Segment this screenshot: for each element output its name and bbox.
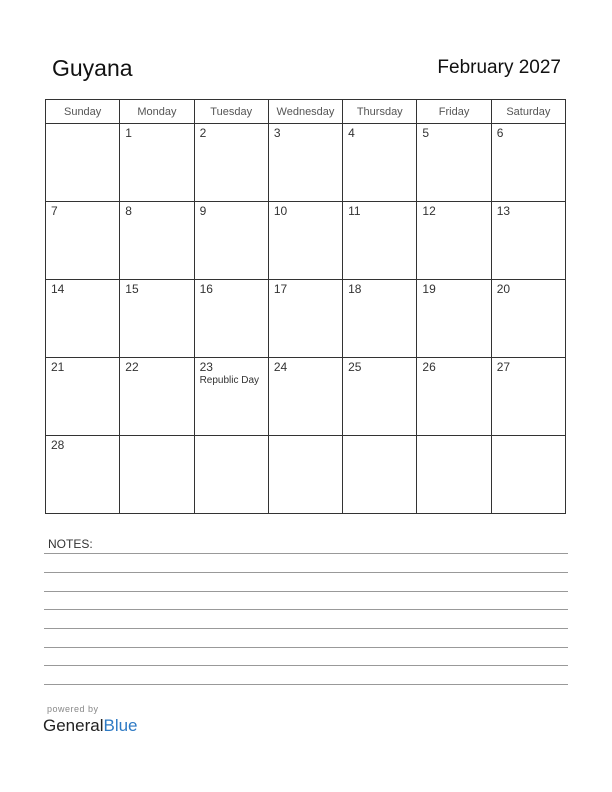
day-number: 5 bbox=[422, 126, 430, 140]
day-cell bbox=[343, 358, 417, 436]
day-number: 20 bbox=[496, 282, 511, 296]
weekday-tuesday: Tuesday bbox=[194, 100, 268, 124]
day-number bbox=[492, 436, 565, 438]
notes-label: NOTES: bbox=[48, 537, 93, 551]
note-line bbox=[44, 684, 568, 685]
day-cell bbox=[343, 280, 417, 358]
day-number bbox=[120, 436, 193, 438]
day-cell bbox=[343, 436, 417, 514]
day-cell bbox=[417, 358, 491, 436]
weekday-wednesday: Wednesday bbox=[268, 100, 342, 124]
day-number: 14 bbox=[51, 282, 65, 296]
day-cell bbox=[491, 280, 565, 358]
brand-logo bbox=[43, 716, 138, 736]
day-number: 25 bbox=[348, 360, 362, 374]
day-cell bbox=[268, 358, 342, 436]
day-number: 18 bbox=[348, 282, 362, 296]
day-cell bbox=[417, 280, 491, 358]
note-line bbox=[44, 572, 568, 573]
note-line bbox=[44, 553, 568, 554]
weekday-header-row bbox=[46, 100, 566, 124]
weekday-monday: Monday bbox=[120, 100, 194, 124]
day-cell bbox=[194, 202, 268, 280]
holiday-label: Republic Day bbox=[199, 375, 260, 386]
day-number: 23 bbox=[199, 360, 213, 374]
calendar-week-row bbox=[46, 358, 566, 436]
day-number: 4 bbox=[348, 126, 355, 140]
day-cell bbox=[46, 202, 120, 280]
day-cell bbox=[120, 124, 194, 202]
day-cell bbox=[268, 436, 342, 514]
day-cell bbox=[491, 124, 565, 202]
day-cell bbox=[343, 202, 417, 280]
day-number bbox=[343, 436, 416, 438]
day-number: 15 bbox=[125, 282, 139, 296]
day-number bbox=[417, 436, 490, 438]
calendar-week-row bbox=[46, 436, 566, 514]
weekday-saturday: Saturday bbox=[491, 100, 565, 124]
day-cell bbox=[46, 358, 120, 436]
day-number: 13 bbox=[496, 204, 511, 218]
day-cell bbox=[417, 124, 491, 202]
brand-general: General bbox=[43, 716, 104, 735]
day-cell bbox=[194, 124, 268, 202]
day-number: 22 bbox=[125, 360, 139, 374]
day-cell bbox=[120, 202, 194, 280]
brand-blue: Blue bbox=[103, 716, 138, 735]
powered-by-text: powered by bbox=[47, 704, 99, 714]
day-number: 1 bbox=[125, 126, 132, 140]
day-cell bbox=[46, 124, 120, 202]
day-number: 27 bbox=[496, 360, 511, 374]
day-number bbox=[195, 436, 268, 438]
day-cell bbox=[491, 358, 565, 436]
day-cell bbox=[194, 358, 268, 436]
note-line bbox=[44, 647, 568, 648]
day-number: 10 bbox=[273, 204, 288, 218]
day-cell bbox=[46, 436, 120, 514]
day-cell bbox=[46, 280, 120, 358]
day-cell bbox=[268, 124, 342, 202]
day-number: 19 bbox=[422, 282, 436, 296]
day-cell bbox=[120, 358, 194, 436]
day-number bbox=[269, 436, 342, 438]
day-number: 16 bbox=[199, 282, 213, 296]
day-number: 6 bbox=[496, 126, 504, 140]
day-number: 3 bbox=[273, 126, 281, 140]
weekday-friday: Friday bbox=[417, 100, 491, 124]
day-cell bbox=[120, 436, 194, 514]
weekday-sunday: Sunday bbox=[46, 100, 120, 124]
day-number: 17 bbox=[273, 282, 288, 296]
day-number: 7 bbox=[51, 204, 58, 218]
day-cell bbox=[120, 280, 194, 358]
day-number bbox=[46, 124, 119, 126]
month-year-title: February 2027 bbox=[437, 57, 561, 78]
day-cell bbox=[268, 280, 342, 358]
day-cell bbox=[194, 436, 268, 514]
day-number: 9 bbox=[199, 204, 207, 218]
day-cell bbox=[491, 202, 565, 280]
calendar-week-row bbox=[46, 280, 566, 358]
country-title: Guyana bbox=[52, 55, 133, 81]
day-number: 11 bbox=[348, 204, 361, 218]
day-cell bbox=[194, 280, 268, 358]
day-number: 24 bbox=[273, 360, 288, 374]
calendar-week-row bbox=[46, 202, 566, 280]
note-line bbox=[44, 665, 568, 666]
note-line bbox=[44, 609, 568, 610]
note-line bbox=[44, 591, 568, 592]
day-cell bbox=[417, 436, 491, 514]
day-number: 2 bbox=[199, 126, 207, 140]
day-cell bbox=[343, 124, 417, 202]
note-line bbox=[44, 628, 568, 629]
calendar-grid bbox=[45, 99, 566, 514]
day-cell bbox=[417, 202, 491, 280]
weekday-thursday: Thursday bbox=[343, 100, 417, 124]
day-number: 12 bbox=[422, 204, 436, 218]
day-cell bbox=[268, 202, 342, 280]
calendar-week-row bbox=[46, 124, 566, 202]
day-cell bbox=[491, 436, 565, 514]
day-number: 21 bbox=[51, 360, 65, 374]
day-number: 8 bbox=[125, 204, 132, 218]
day-number: 28 bbox=[51, 438, 65, 452]
day-number: 26 bbox=[422, 360, 436, 374]
